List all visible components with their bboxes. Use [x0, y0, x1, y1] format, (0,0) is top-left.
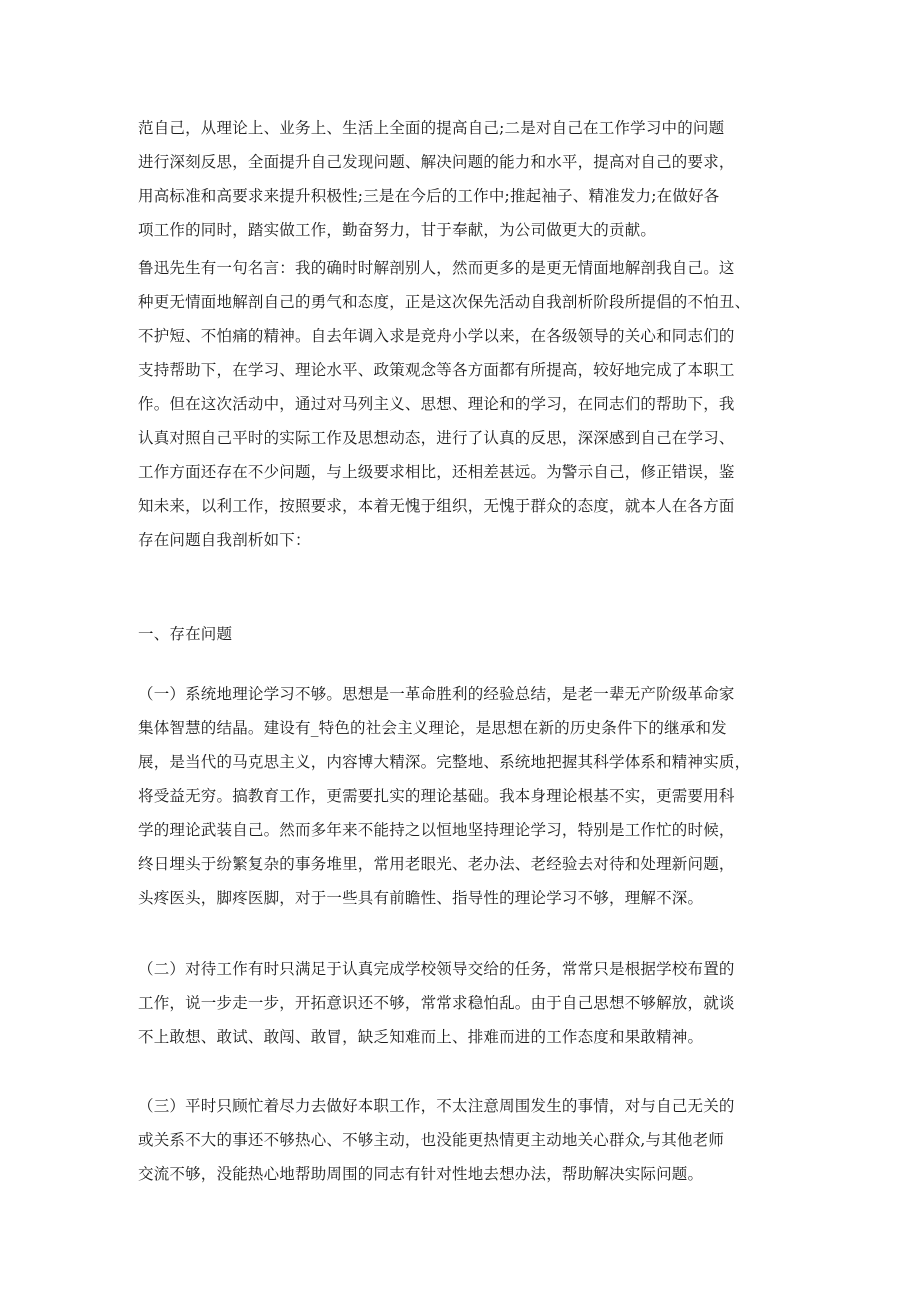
text-line: 头疼医头，脚疼医脚，对于一些具有前瞻性、指导性的理论学习不够，理解不深。 [138, 889, 704, 907]
text-line: 存在问题自我剖析如下： [138, 531, 311, 549]
text-line: 支持帮助下，在学习、理论水平、政策观念等各方面都有所提高，较好地完成了本职工 [138, 361, 735, 379]
section-heading-existing-problems [138, 617, 788, 651]
text-line: （一）系统地理论学习不够。思想是一革命胜利的经验总结，是老一辈无产阶级革命家 [138, 685, 735, 703]
paragraph-self-improvement-plan [138, 111, 788, 247]
text-line: 不护短、不怕痛的精神。自去年调入求是竞舟小学以来，在各级领导的关心和同志们的 [138, 327, 735, 345]
text-line: 鲁迅先生有一句名言：我的确时时解剖别人，然而更多的是更无情面地解剖我自己。这 [138, 259, 735, 277]
text-line: 工作，说一步走一步，开拓意识还不够，常常求稳怕乱。由于自己思想不够解放，就谈 [138, 994, 735, 1012]
text-line: 用高标准和高要求来提升积极性;三是在今后的工作中;推起袖子、精准发力;在做好各 [138, 187, 720, 205]
text-line: 不上敢想、敢试、敢闯、敢冒，缺乏知难而上、排难而进的工作态度和果敢精神。 [138, 1028, 704, 1046]
text-line: 范自己，从理论上、业务上、生活上全面的提高自己;二是对自己在工作学习中的问题 [138, 119, 725, 137]
text-line: 终日埋头于纷繁复杂的事务堆里，常用老眼光、老办法、老经验去对待和处理新问题， [138, 855, 735, 873]
text-line: （三）平时只顾忙着尽力去做好本职工作，不太注意周围发生的事情，对与自己无关的 [138, 1097, 735, 1115]
text-line: 学的理论武装自己。然而多年来不能持之以恒地坚持理论学习，特别是工作忙的时候， [138, 821, 735, 839]
section-heading: 一、存在问题 [138, 625, 233, 643]
paragraph-lu-xun-quote [138, 251, 788, 557]
text-line: 认真对照自己平时的实际工作及思想动态，进行了认真的反思，深深感到自己在学习、 [138, 429, 735, 447]
text-line: 交流不够，没能热心地帮助周围的同志有针对性地去想办法，帮助解决实际问题。 [138, 1165, 704, 1183]
text-line: 或关系不大的事还不够热心、不够主动，也没能更热情更主动地关心群众,与其他老师 [138, 1131, 725, 1149]
paragraph-problem-2 [138, 952, 788, 1054]
paragraph-problem-3 [138, 1089, 788, 1191]
text-line: 进行深刻反思，全面提升自己发现问题、解决问题的能力和水平，提高对自己的要求， [138, 153, 735, 171]
text-line: 知未来，以利工作，按照要求，本着无愧于组织，无愧于群众的态度，就本人在各方面 [138, 497, 735, 515]
text-line: 种更无情面地解剖自己的勇气和态度，正是这次保先活动自我剖析阶段所提倡的不怕丑、 [138, 293, 751, 311]
text-line: 将受益无穷。搞教育工作，更需要扎实的理论基础。我本身理论根基不实，更需要用科 [138, 787, 735, 805]
paragraph-problem-1 [138, 677, 788, 915]
text-line: 项工作的同时，踏实做工作，勤奋努力，甘于奉献，为公司做更大的贡献。 [138, 221, 657, 239]
text-line: （二）对待工作有时只满足于认真完成学校领导交给的任务，常常只是根据学校布置的 [138, 960, 735, 978]
text-line: 作。但在这次活动中，通过对马列主义、思想、理论和的学习，在同志们的帮助下，我 [138, 395, 735, 413]
text-line: 工作方面还存在不少问题，与上级要求相比，还相差甚远。为警示自己，修正错误，鉴 [138, 463, 735, 481]
text-line: 展，是当代的马克思主义，内容博大精深。完整地、系统地把握其科学体系和精神实质， [138, 753, 751, 771]
text-line: 集体智慧的结晶。建设有_特色的社会主义理论，是思想在新的历史条件下的继承和发 [138, 719, 727, 737]
